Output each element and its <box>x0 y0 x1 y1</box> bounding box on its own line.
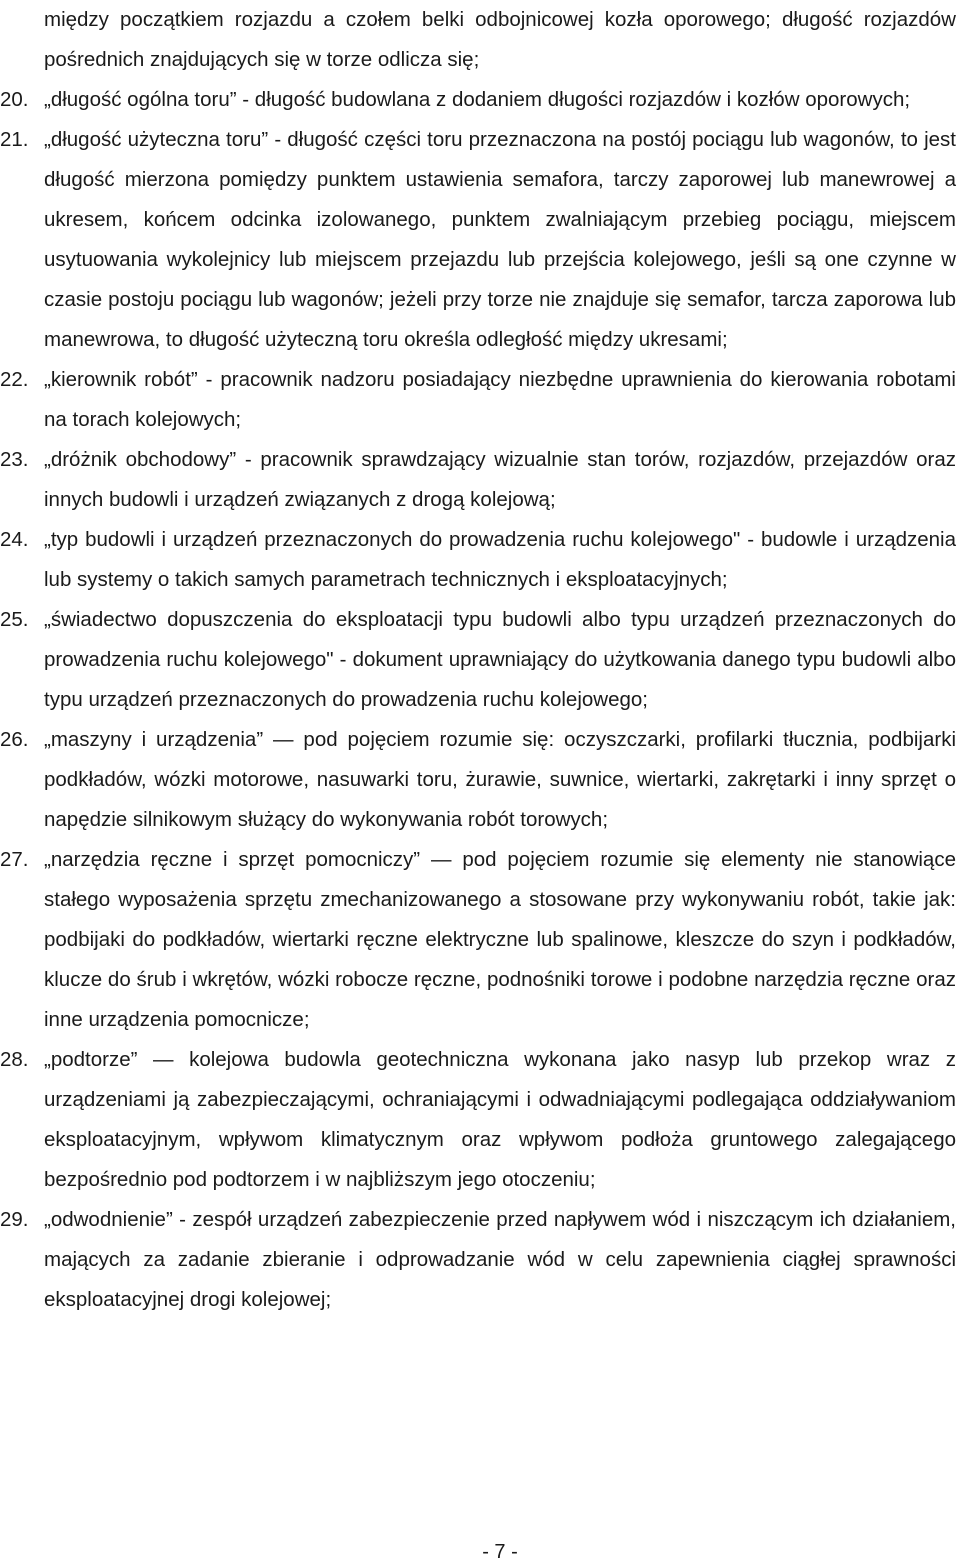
definition-text: „dróżnik obchodowy” - pracownik sprawdzający wizualnie stan torów, rozjazdów, przejazdów oraz innych budowli i urządzeń związanych z drogą kolejową; <box>44 448 956 511</box>
definition-number: 22. <box>0 368 29 391</box>
definition-item <box>0 600 956 720</box>
definitions-list <box>0 80 956 1320</box>
continuation-paragraph: między początkiem rozjazdu a czołem belki odbojnicowej kozła oporowego; długość rozjazdów pośrednich znajdujących się w torze odlicza się; <box>44 8 956 71</box>
definition-text: „kierownik robót” - pracownik nadzoru posiadający niezbędne uprawnienia do kierowania robotami na torach kolejowych; <box>44 368 956 431</box>
definition-text: „maszyny i urządzenia” — pod pojęciem rozumie się: oczyszczarki, profilarki tłucznia, podbijarki podkładów, wózki motorowe, nasuwarki toru, żurawie, suwnice, wiertarki, zakrętarki i inny sprzęt o napędzie silnikowym służący do wykonywania robót torowych; <box>44 728 956 831</box>
definition-number: 24. <box>0 528 29 551</box>
page-number: - 7 - <box>482 1541 518 1563</box>
definition-item <box>0 360 956 440</box>
definition-text: „odwodnienie” - zespół urządzeń zabezpieczenie przed napływem wód i niszczącym ich działaniem, mających za zadanie zbieranie i odprowadzanie wód w celu zapewnienia ciągłej sprawności eksploatacyjnej drogi kolejowej; <box>44 1208 956 1311</box>
definition-text: „świadectwo dopuszczenia do eksploatacji typu budowli albo typu urządzeń przeznaczonych do prowadzenia ruchu kolejowego" - dokument uprawniający do użytkowania danego typu budowli albo typu urządzeń przeznaczonych do prowadzenia ruchu kolejowego; <box>44 608 956 711</box>
definition-number: 20. <box>0 88 29 111</box>
definition-text: „długość ogólna toru” - długość budowlana z dodaniem długości rozjazdów i kozłów oporowych; <box>44 88 911 111</box>
definition-item <box>0 120 956 360</box>
definition-number: 25. <box>0 608 29 631</box>
definition-item <box>0 440 956 520</box>
definition-item <box>0 520 956 600</box>
definition-item <box>0 1040 956 1200</box>
definition-item <box>0 840 956 1040</box>
definition-number: 27. <box>0 848 29 871</box>
definition-number: 23. <box>0 448 29 471</box>
definition-item <box>0 720 956 840</box>
definition-text: „typ budowli i urządzeń przeznaczonych do prowadzenia ruchu kolejowego" - budowle i urządzenia lub systemy o takich samych parametrach technicznych i eksploatacyjnych; <box>44 528 956 591</box>
definition-number: 29. <box>0 1208 29 1231</box>
definition-number: 28. <box>0 1048 29 1071</box>
definition-item <box>0 1200 956 1320</box>
definition-text: „długość użyteczna toru” - długość części toru przeznaczona na postój pociągu lub wagonów, to jest długość mierzona pomiędzy punktem ustawienia semafora, tarczy zaporowej lub manewrowej a ukresem, końcem odcinka izolowanego, punktem zwalniającym przebieg pociągu, miejscem usytuowania wykolejnicy lub miejscem przejazdu lub przejścia kolejowego, jeśli są one czynne w czasie postoju pociągu lub wagonów; jeżeli przy torze nie znajduje się semafor, tarcza zaporowa lub manewrowa, to długość użyteczną toru określa odległość między ukresami; <box>44 128 956 351</box>
definition-text: „narzędzia ręczne i sprzęt pomocniczy” — pod pojęciem rozumie się elementy nie stanowiące stałego wyposażenia sprzętu zmechanizowanego a stosowane przy wykonywaniu robót, takie jak: podbijaki do podkładów, wiertarki ręczne elektryczne lub spalinowe, kleszcze do szyn i podkładów, klucze do śrub i wkrętów, wózki robocze ręczne, podnośniki torowe i podobne narzędzia ręczne oraz inne urządzenia pomocnicze; <box>44 848 956 1031</box>
definition-item <box>0 80 956 120</box>
definition-number: 26. <box>0 728 29 751</box>
definition-number: 21. <box>0 128 29 151</box>
definition-text: „podtorze” — kolejowa budowla geotechniczna wykonana jako nasyp lub przekop wraz z urządzeniami ją zabezpieczającymi, ochraniającymi i odwadniającymi podlegająca oddziaływaniom eksploatacyjnym, wpływom klimatycznym oraz wpływom podłoża gruntowego zalegającego bezpośrednio pod podtorzem i w najbliższym jego otoczeniu; <box>44 1048 956 1191</box>
